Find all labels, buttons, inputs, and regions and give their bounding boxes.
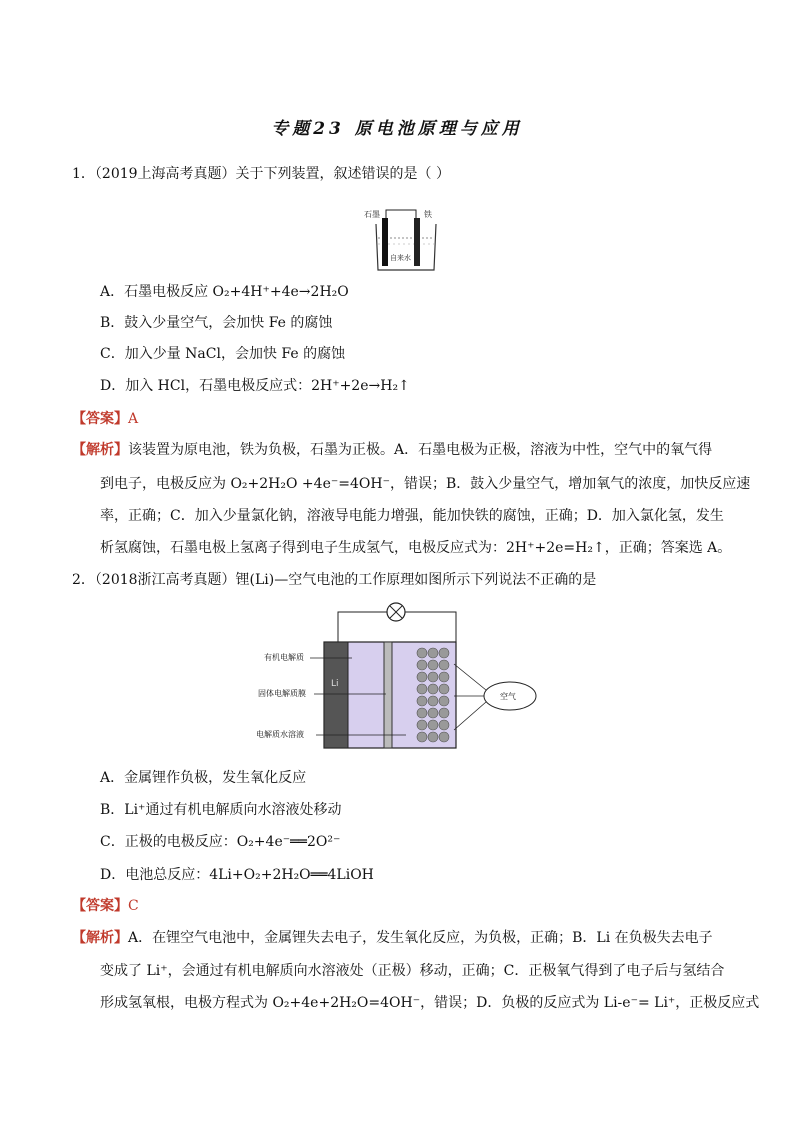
- q2-analysis-line-1: 【解析】A．在锂空气电池中，金属锂失去电子，发生氧化反应，为负极，正确；B．Li 在负极失去电子: [72, 930, 713, 946]
- q1-answer-value: A: [128, 411, 139, 427]
- q2-stem: 2．（2018浙江高考真题）锂(Li)—空气电池的工作原理如图所示下列说法不正确的是: [72, 572, 597, 588]
- q2-option-c: C．正极的电极反应：O₂+4e⁻══2O²⁻: [100, 834, 341, 850]
- q2-analysis-line-3: 形成氢氧根，电极方程式为 O₂+4e+2H₂O=4OH⁻，错误；D．负极的反应式为 Li-e⁻= Li⁺，正极反应式: [100, 995, 760, 1011]
- q1-label-graphite: 石墨: [364, 210, 380, 219]
- q2-label-aqueous-electrolyte: 电解质水溶液: [256, 730, 304, 739]
- q2-label-solid-membrane: 固体电解质膜: [258, 689, 306, 698]
- q1-option-a: A．石墨电极反应 O₂+4H⁺+4e→2H₂O: [100, 284, 349, 300]
- q1-analysis-line-3: 率，正确；C．加入少量氯化钠，溶液导电能力增强，能加快铁的腐蚀，正确；D．加入氯化氢，发生: [100, 508, 724, 524]
- q1-stem: 1．（2019上海高考真题）关于下列装置，叙述错误的是（ ）: [72, 166, 450, 182]
- q2-option-a: A．金属锂作负极，发生氧化反应: [100, 770, 307, 786]
- q1-label-iron: 铁: [424, 210, 432, 219]
- q2-li-air-battery-diagram: [252, 598, 552, 758]
- q2-label-li: Li: [331, 679, 339, 689]
- q1-option-b: B．鼓入少量空气，会加快 Fe 的腐蚀: [100, 315, 333, 331]
- q1-apparatus-diagram: [360, 204, 450, 274]
- q2-label-air: 空气: [500, 692, 516, 701]
- q1-option-d: D．加入 HCl，石墨电极反应式：2H⁺+2e→H₂↑: [100, 378, 410, 394]
- q1-analysis-tag: 【解析】: [72, 442, 128, 458]
- q2-answer: [72, 897, 139, 915]
- q2-option-d: D．电池总反应：4Li+O₂+2H₂O══4LiOH: [100, 867, 374, 883]
- q2-answer-tag: 【答案】: [72, 898, 128, 914]
- q2-option-b: B．Li⁺通过有机电解质向水溶液处移动: [100, 802, 342, 818]
- q1-option-c: C．加入少量 NaCl，会加快 Fe 的腐蚀: [100, 346, 346, 362]
- page-title: 专题23 原电池原理与应用: [271, 119, 523, 139]
- q2-answer-value: C: [128, 898, 139, 914]
- q1-answer-tag: 【答案】: [72, 411, 128, 427]
- q1-analysis-line-1: 【解析】该装置为原电池，铁为负极，石墨为正极。A．石墨电极为正极，溶液为中性，空气中的氧气得: [72, 442, 713, 458]
- q2-label-organic-electrolyte: 有机电解质: [264, 653, 304, 662]
- q1-label-tapwater: 自来水: [390, 254, 411, 262]
- q2-analysis-line-2: 变成了 Li⁺，会通过有机电解质向水溶液处（正极）移动，正确；C．正极氧气得到了电子后与氢结合: [100, 963, 725, 979]
- q2-analysis-tag: 【解析】: [72, 930, 128, 946]
- q1-answer: [72, 410, 138, 428]
- q1-analysis-line-4: 析氢腐蚀，石墨电极上氢离子得到电子生成氢气，电极反应式为：2H⁺+2e=H₂↑，正确；答案选 A。: [100, 540, 732, 556]
- q1-analysis-line-2: 到电子，电极反应为 O₂+2H₂O +4e⁻=4OH⁻，错误；B．鼓入少量空气，增加氧气的浓度，加快反应速: [100, 476, 751, 492]
